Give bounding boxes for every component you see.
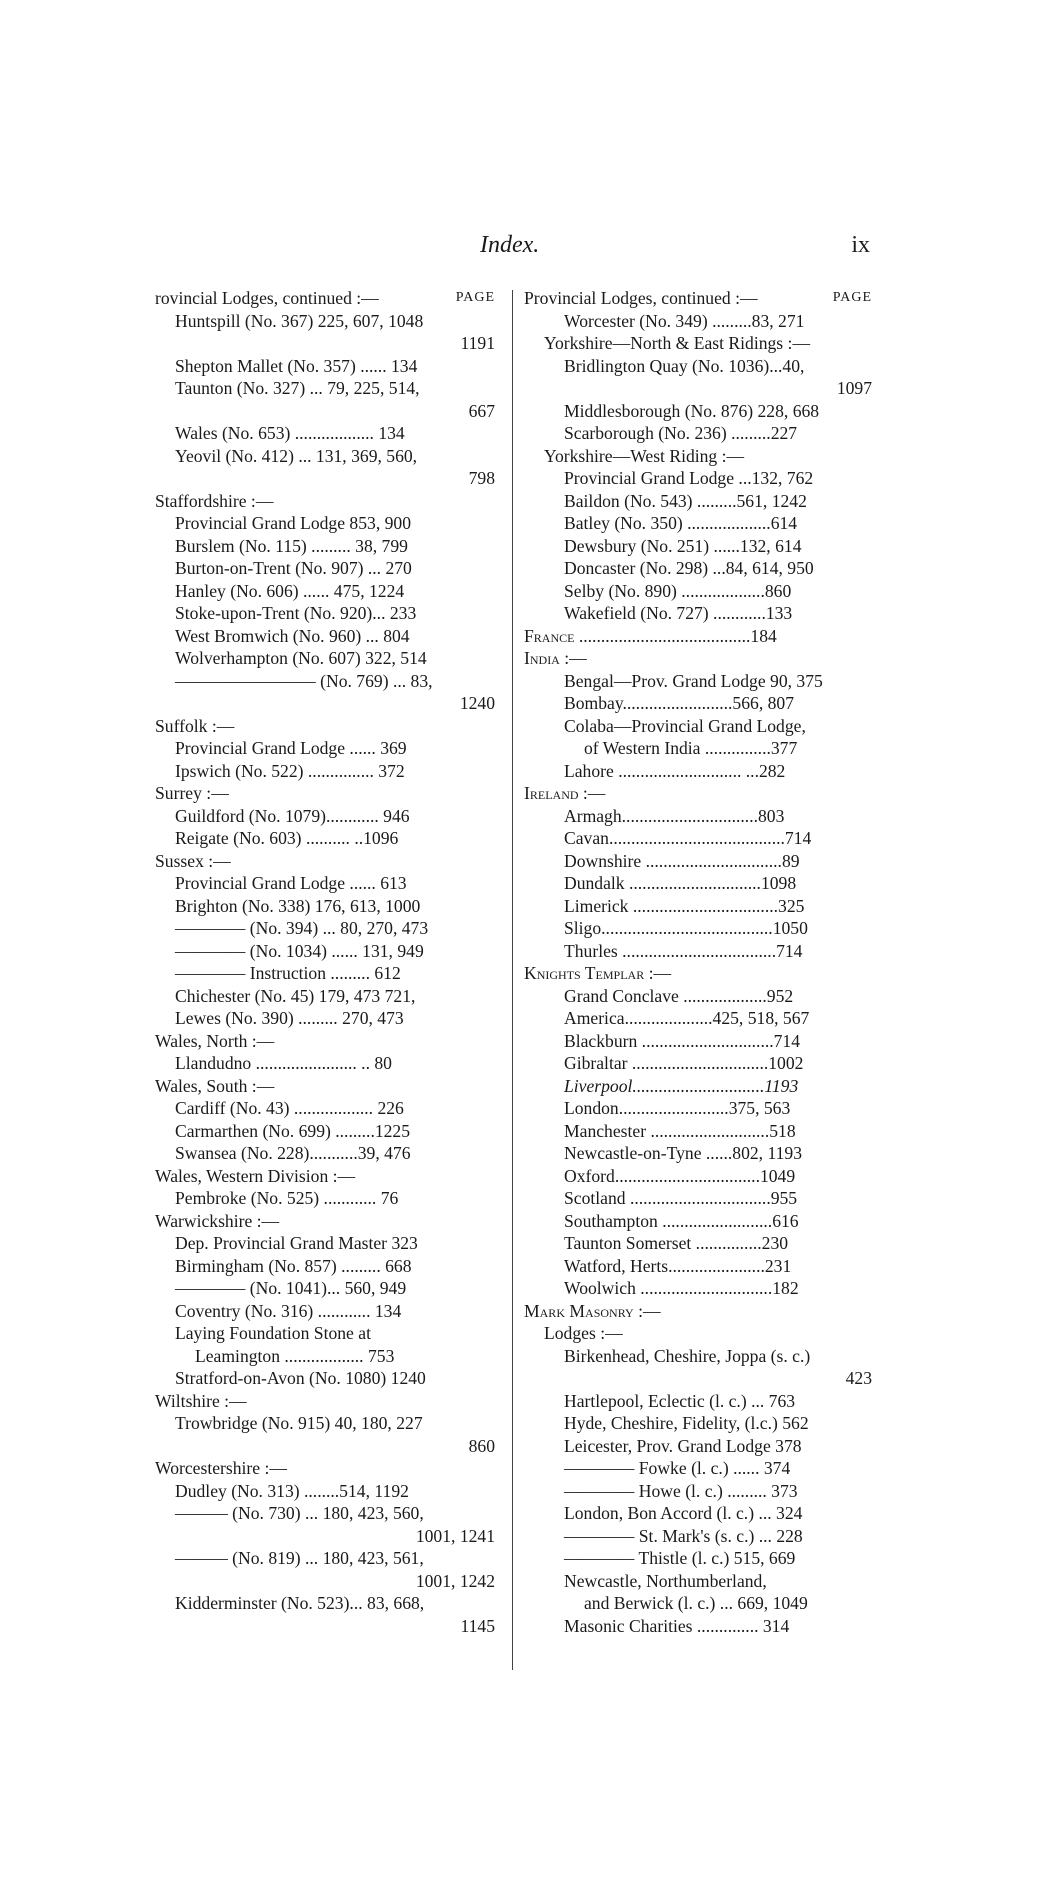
index-entry: Gibraltar ...............................1002	[564, 1053, 804, 1073]
index-entry: Scotland ................................955	[564, 1188, 798, 1208]
index-entry: Wales (No. 653) .................. 134	[175, 423, 405, 443]
index-entry-continuation: 667	[468, 400, 495, 421]
index-section-heading: Staffordshire :—	[155, 490, 274, 511]
page-number: ix	[851, 232, 870, 258]
index-entry: Limerick .................................325	[564, 895, 805, 916]
index-entry: Masonic Charities .............. 314	[564, 1615, 790, 1636]
index-entry: ——— (No. 819) ... 180, 423, 561,	[175, 1548, 424, 1568]
index-entry: Trowbridge (No. 915) 40, 180, 227	[175, 1413, 423, 1433]
index-section-heading: Wiltshire :—	[155, 1390, 247, 1411]
index-entry: Provincial Grand Lodge 853, 900	[175, 513, 412, 533]
index-entry: of Western India ...............377	[584, 738, 798, 758]
index-entry: Hanley (No. 606) ...... 475, 1224	[175, 580, 405, 601]
index-entry: Shepton Mallet (No. 357) ...... 134	[175, 355, 418, 376]
index-section-heading: Surrey :—	[155, 783, 229, 803]
index-entry: West Bromwich (No. 960) ... 804	[175, 625, 410, 646]
index-section-heading: Mark Masonry :—	[524, 1300, 661, 1321]
index-entry: Swansea (No. 228)...........39, 476	[175, 1143, 411, 1163]
index-section-heading: Wales, North :—	[155, 1030, 275, 1051]
index-entry: London.........................375, 563	[564, 1098, 791, 1118]
index-entry: Oxford.................................1049	[564, 1165, 796, 1186]
index-entry: Guildford (No. 1079)............ 946	[175, 805, 410, 826]
index-entry: Newcastle-on-Tyne ......802, 1193	[564, 1143, 803, 1163]
index-entry: Burslem (No. 115) ......... 38, 799	[175, 535, 408, 556]
index-entry: Dundalk ..............................1098	[564, 873, 797, 893]
index-entry-continuation: 860	[468, 1435, 495, 1456]
index-entry: Baildon (No. 543) .........561, 1242	[564, 490, 807, 511]
index-entry: Stoke-upon-Trent (No. 920)... 233	[175, 603, 417, 623]
index-entry: Carmarthen (No. 699) .........1225	[175, 1120, 411, 1141]
column-heading	[524, 287, 872, 310]
index-entry: ———— (No. 1041)... 560, 949	[175, 1278, 407, 1298]
index-entry: Yeovil (No. 412) ... 131, 369, 560,	[175, 445, 418, 466]
index-entry: Blackburn ..............................714	[564, 1030, 801, 1051]
index-entry: Bombay.........................566, 807	[564, 693, 795, 713]
index-entry: Leicester, Prov. Grand Lodge 378	[564, 1435, 802, 1456]
index-entry: Ipswich (No. 522) ............... 372	[175, 760, 405, 781]
index-entry-continuation: 1001, 1241	[415, 1525, 495, 1546]
index-entry: Burton-on-Trent (No. 907) ... 270	[175, 558, 412, 578]
index-entry: ———— Instruction ......... 612	[175, 963, 401, 983]
index-entry: Reigate (No. 603) .......... ..1096	[175, 828, 399, 848]
index-entry: ———— Fowke (l. c.) ...... 374	[564, 1458, 791, 1478]
index-entry: Dewsbury (No. 251) ......132, 614	[564, 535, 802, 556]
index-section-heading: Worcestershire :—	[155, 1458, 287, 1478]
index-entry: Birkenhead, Cheshire, Joppa (s. c.)	[564, 1345, 811, 1366]
index-section-heading: Wales, Western Division :—	[155, 1165, 356, 1186]
index-entry: Llandudno ....................... .. 80	[175, 1053, 392, 1073]
index-entry: Lahore ............................ ...282	[564, 760, 786, 781]
index-entry: Bridlington Quay (No. 1036)...40,	[564, 355, 805, 376]
index-entry-continuation: 1001, 1242	[415, 1570, 495, 1591]
index-entry: Liverpool..............................1193	[564, 1075, 799, 1096]
index-entry: Hartlepool, Eclectic (l. c.) ... 763	[564, 1390, 796, 1411]
index-section-heading: Sussex :—	[155, 850, 231, 871]
index-entry: Stratford-on-Avon (No. 1080) 1240	[175, 1368, 426, 1388]
index-section-heading: France .......................................184	[524, 625, 777, 646]
page-header	[160, 232, 870, 262]
index-entry: Dep. Provincial Grand Master 323	[175, 1233, 418, 1253]
index-entry: ———— (No. 394) ... 80, 270, 473	[175, 918, 429, 938]
index-entry: Pembroke (No. 525) ............ 76	[175, 1188, 399, 1208]
index-entry-continuation: 423	[845, 1368, 872, 1388]
index-entry: Brighton (No. 338) 176, 613, 1000	[175, 895, 421, 916]
column-heading	[155, 287, 495, 310]
index-entry: Yorkshire—West Riding :—	[544, 445, 745, 466]
index-entry: Downshire ...............................89	[564, 850, 800, 871]
running-title: Index.	[480, 232, 540, 258]
index-entry: Provincial Grand Lodge ...... 613	[175, 873, 407, 893]
index-entry: ———— St. Mark's (s. c.) ... 228	[564, 1525, 803, 1546]
index-entry: Manchester ...........................518	[564, 1120, 796, 1141]
page-column-label: PAGE	[455, 290, 495, 305]
index-entry: Taunton (No. 327) ... 79, 225, 514,	[175, 378, 420, 398]
page-column-label: PAGE	[832, 290, 872, 305]
index-entry: Woolwich ..............................182	[564, 1278, 799, 1298]
index-entry: Cardiff (No. 43) .................. 226	[175, 1098, 404, 1118]
index-entry: Bengal—Prov. Grand Lodge 90, 375	[564, 670, 823, 691]
index-entry: Lodges :—	[544, 1323, 623, 1343]
index-entry: Provincial Grand Lodge ...... 369	[175, 738, 407, 758]
index-entry: Wakefield (No. 727) ............133	[564, 603, 793, 623]
index-entry: Dudley (No. 313) ........514, 1192	[175, 1480, 409, 1501]
index-section-heading: Suffolk :—	[155, 715, 235, 736]
index-entry: and Berwick (l. c.) ... 669, 1049	[584, 1593, 808, 1613]
index-section-heading: Ireland :—	[524, 783, 606, 803]
index-entry: Birmingham (No. 857) ......... 668	[175, 1255, 412, 1276]
index-entry: Middlesborough (No. 876) 228, 668	[564, 400, 820, 421]
index-entry: Kidderminster (No. 523)... 83, 668,	[175, 1593, 425, 1613]
index-entry: Doncaster (No. 298) ...84, 614, 950	[564, 558, 814, 578]
index-entry: Batley (No. 350) ...................614	[564, 513, 798, 533]
index-entry: Laying Foundation Stone at	[175, 1323, 371, 1343]
index-entry: Chichester (No. 45) 179, 473 721,	[175, 985, 416, 1006]
index-entry: America....................425, 518, 567	[564, 1008, 810, 1028]
index-entry: Leamington .................. 753	[195, 1345, 395, 1366]
index-entry: Provincial Grand Lodge ...132, 762	[564, 468, 814, 488]
index-entry: ———— Howe (l. c.) ......... 373	[564, 1480, 798, 1501]
index-entry: Huntspill (No. 367) 225, 607, 1048	[175, 310, 424, 331]
index-entry-continuation: 1097	[836, 378, 872, 398]
index-entry: Grand Conclave ...................952	[564, 985, 794, 1006]
index-entry: Newcastle, Northumberland,	[564, 1570, 767, 1591]
index-right-column	[524, 287, 872, 1637]
index-entry-continuation: 798	[468, 468, 495, 488]
index-entry-continuation: 1191	[460, 333, 495, 353]
column-heading-text: rovincial Lodges, continued :—	[155, 288, 379, 308]
index-entry: Worcester (No. 349) .........83, 271	[564, 310, 805, 331]
index-section-heading: India :—	[524, 648, 587, 668]
index-entry: ——— (No. 730) ... 180, 423, 560,	[175, 1503, 424, 1523]
index-entry: Coventry (No. 316) ............ 134	[175, 1300, 402, 1321]
index-entry: Wolverhampton (No. 607) 322, 514	[175, 648, 427, 668]
index-entry: Southampton .........................616	[564, 1210, 799, 1231]
index-entry: Sligo.......................................1050	[564, 918, 808, 938]
index-entry: ———— (No. 1034) ...... 131, 949	[175, 940, 424, 961]
index-entry-continuation: 1240	[459, 693, 495, 713]
column-divider	[512, 290, 513, 1670]
index-entry: Hyde, Cheshire, Fidelity, (l.c.) 562	[564, 1413, 809, 1433]
index-entry: Taunton Somerset ...............230	[564, 1233, 789, 1253]
index-left-column	[155, 287, 495, 1637]
index-entry: Cavan........................................714	[564, 828, 812, 848]
index-entry: Scarborough (No. 236) .........227	[564, 423, 798, 443]
index-entry: Selby (No. 890) ...................860	[564, 580, 792, 601]
index-entry: London, Bon Accord (l. c.) ... 324	[564, 1503, 803, 1523]
index-section-heading: Knights Templar :—	[524, 963, 672, 983]
index-section-heading: Warwickshire :—	[155, 1210, 280, 1231]
index-entry: Lewes (No. 390) ......... 270, 473	[175, 1008, 404, 1028]
index-entry: Colaba—Provincial Grand Lodge,	[564, 715, 806, 736]
index-entry: Thurles ...................................714	[564, 940, 803, 961]
index-entry: ———— Thistle (l. c.) 515, 669	[564, 1548, 796, 1568]
column-heading-text: Provincial Lodges, continued :—	[524, 288, 758, 308]
index-entry: Watford, Herts......................231	[564, 1255, 792, 1276]
index-entry: ———————— (No. 769) ... 83,	[175, 670, 433, 691]
index-section-heading: Wales, South :—	[155, 1075, 275, 1096]
index-entry: Yorkshire—North & East Ridings :—	[544, 333, 811, 353]
index-entry: Armagh...............................803	[564, 805, 785, 826]
index-entry-continuation: 1145	[460, 1615, 495, 1636]
